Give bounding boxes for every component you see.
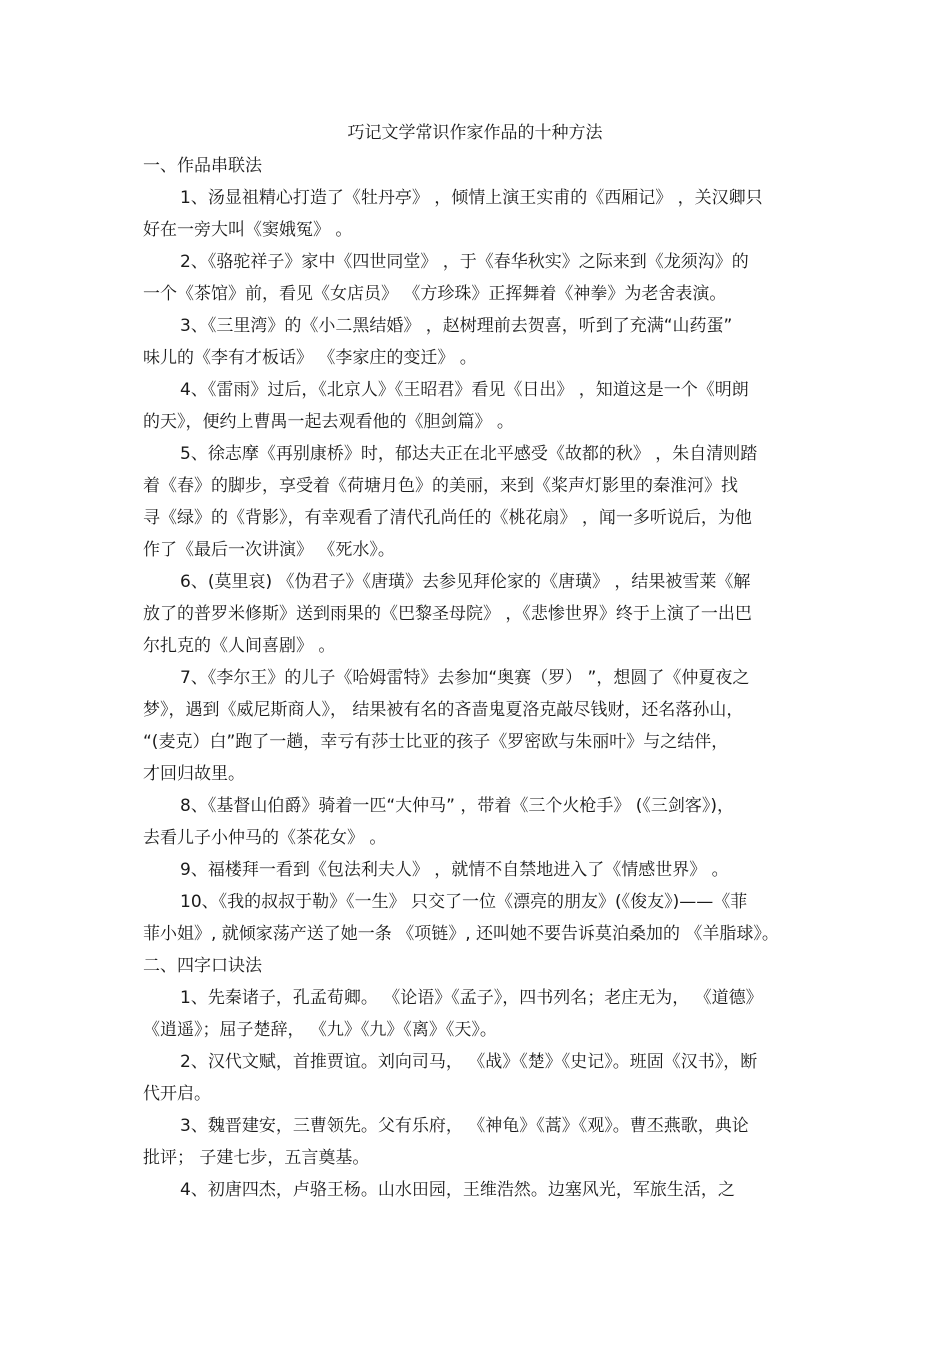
paragraph-line: 3、魏晋建安，三曹领先。父有乐府， 《神龟》《蒿》《观》。曹丕燕歌，典论: [180, 1116, 749, 1136]
paragraph-line: 6、(莫里哀) 《伪君子》《唐璜》去参见拜伦家的《唐璜》 ，结果被雪莱《解: [180, 572, 751, 592]
paragraph-line: 10、《我的叔叔于勒》《一生》 只交了一位《漂亮的朋友》(《俊友》)——《菲: [180, 892, 748, 912]
paragraph-line: 一个《茶馆》前，看见《女店员》 《方珍珠》正挥舞着《神拳》为老舍表演。: [143, 284, 727, 304]
section-heading-1: 一、作品串联法: [143, 156, 262, 176]
paragraph-line: 《逍遥》；屈子楚辞， 《九》《九》《离》《天》。: [143, 1020, 497, 1040]
paragraph-line: 放了的普罗米修斯》送到雨果的《巴黎圣母院》 ，《悲惨世界》终于上演了一出巴: [143, 604, 752, 624]
paragraph-line: 4、初唐四杰，卢骆王杨。山水田园，王维浩然。边塞风光，军旅生活，之: [180, 1180, 735, 1200]
paragraph-line: 1、汤显祖精心打造了《牡丹亭》 ，倾情上演王实甫的《西厢记》 ，关汉卿只: [180, 188, 763, 208]
paragraph-line: 2、汉代文赋，首推贾谊。刘向司马， 《战》《楚》《史记》。班固《汉书》，断: [180, 1052, 758, 1072]
paragraph-line: 5、徐志摩《再别康桥》时，郁达夫正在北平感受《故都的秋》 ，朱自清则踏: [180, 444, 758, 464]
paragraph-line: 味儿的《李有才板话》 《李家庄的变迁》 。: [143, 348, 477, 368]
paragraph-line: 梦》，遇到《威尼斯商人》， 结果被有名的吝啬鬼夏洛克敲尽钱财，还名落孙山，: [143, 700, 744, 720]
paragraph-line: 菲小姐》, 就倾家荡产送了她一条 《项链》, 还叫她不要告诉莫泊桑加的 《羊脂球》。: [143, 924, 779, 944]
paragraph-line: 的天》，便约上曹禺一起去观看他的《胆剑篇》 。: [143, 412, 514, 432]
paragraph-line: 4、《雷雨》过后，《北京人》《王昭君》看见《日出》 ，知道这是一个《明朗: [180, 380, 749, 400]
paragraph-line: 好在一旁大叫《窦娥冤》 。: [143, 220, 353, 240]
paragraph-line: 才回归故里。: [143, 764, 245, 784]
paragraph-line: 着《春》的脚步，享受着《荷塘月色》的美丽，来到《桨声灯影里的秦淮河》找: [143, 476, 738, 496]
paragraph-line: 3、《三里湾》的《小二黑结婚》 ，赵树理前去贺喜，听到了充满“山药蛋”: [180, 316, 733, 336]
paragraph-line: 2、《骆驼祥子》家中《四世同堂》 ，于《春华秋实》之际来到《龙须沟》的: [180, 252, 749, 272]
paragraph-line: 9、福楼拜一看到《包法利夫人》 ，就情不自禁地进入了《情感世界》 。: [180, 860, 729, 880]
paragraph-line: 作了《最后一次讲演》 《死水》。: [143, 540, 395, 560]
section-heading-2: 二、四字口诀法: [143, 956, 262, 976]
paragraph-line: 尔扎克的《人间喜剧》 。: [143, 636, 336, 656]
document-title: 巧记文学常识作家作品的十种方法: [347, 123, 603, 143]
paragraph-line: 1、先秦诸子，孔孟荀卿。 《论语》《孟子》，四书列名；老庄无为， 《道德》: [180, 988, 763, 1008]
paragraph-line: 7、《李尔王》的儿子《哈姆雷特》去参加“奥赛（罗） ”，想圆了《仲夏夜之: [180, 668, 750, 688]
paragraph-line: 寻《绿》的《背影》，有幸观看了清代孔尚任的《桃花扇》 ，闻一多听说后，为他: [143, 508, 752, 528]
paragraph-line: 批评； 子建七步，五言奠基。: [143, 1148, 370, 1168]
paragraph-line: “(麦克）白”跑了一趟，幸亏有莎士比亚的孩子《罗密欧与朱丽叶》与之结伴，: [143, 732, 729, 752]
paragraph-line: 去看儿子小仲马的《茶花女》 。: [143, 828, 387, 848]
paragraph-line: 8、《基督山伯爵》骑着一匹“大仲马” ，带着《三个火枪手》 (《三剑客》)，: [180, 796, 735, 816]
paragraph-line: 代开启。: [143, 1084, 211, 1104]
